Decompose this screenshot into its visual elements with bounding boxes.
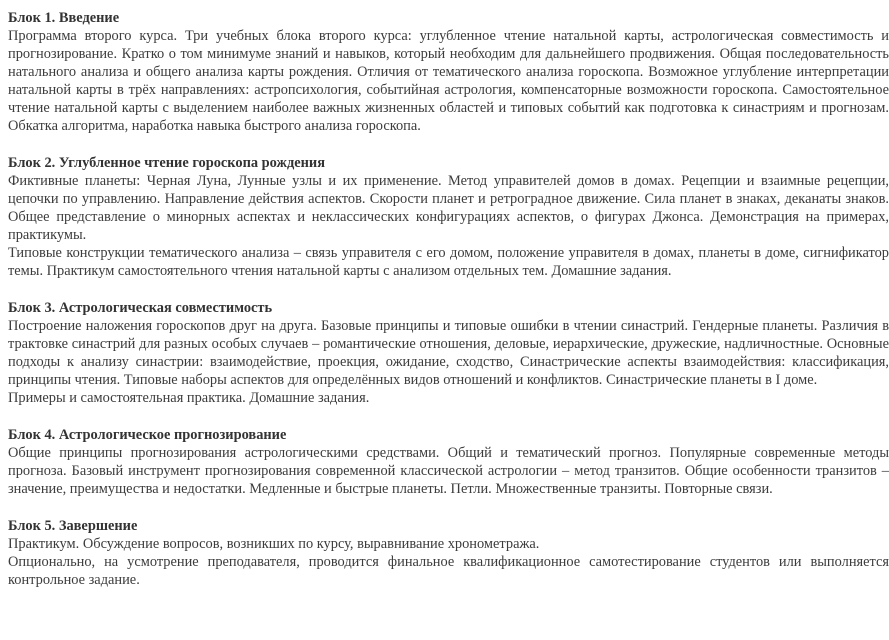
block-3-compatibility (8, 299, 889, 407)
block-4-title: Блок 4. Астрологическое прогнозирование (8, 427, 287, 443)
block-1-title: Блок 1. Введение (8, 10, 120, 26)
block-2-paragraph-2: Типовые конструкции тематического анализа – связь управителя с его домом, положение управителя в домах, планеты в доме, сигнификатор темы. Практикум самостоятельного чтения натальной карты с анализом отдельных тем. Домашние задания. (8, 245, 889, 279)
block-2-paragraph-1: Фиктивные планеты: Черная Луна, Лунные узлы и их применение. Метод управителей домов в домах. Рецепции и взаимные рецепции, цепочки по управлению. Направление действия аспектов. Скорости планет и ретроградное движение. Сила планет в знаках, деканаты знаков. Общее представление о минорных аспектах и неклассических конфигурациях аспектов, о фигурах Джонса. Демонстрация на примерах, практикумы. (8, 173, 889, 243)
block-4-forecasting (8, 426, 889, 498)
block-3-paragraph-1: Построение наложения гороскопов друг на друга. Базовые принципы и типовые ошибки в чтении синастрий. Гендерные планеты. Различия в трактовке синастрий для разных особых случаев – романтические отношения, деловые, иерархические, дружеские, надличностные. Основные подходы к анализу синастрии: взаимодействие, проекция, ожидание, сходство, Синастрические аспекты взаимодействия: классификация, принципы чтения. Типовые наборы аспектов для определённых видов отношений и конфликтов. Синастрические планеты в I доме. (8, 318, 889, 388)
block-5-title: Блок 5. Завершение (8, 518, 138, 534)
block-5-paragraph-1: Практикум. Обсуждение вопросов, возникших по курсу, выравнивание хронометража. (8, 536, 540, 552)
block-2-title: Блок 2. Углубленное чтение гороскопа рождения (8, 155, 325, 171)
block-1-paragraph-1: Программа второго курса. Три учебных блока второго курса: углубленное чтение натальной карты, астрологическая совместимость и прогнозирование. Кратко о том минимуме знаний и навыков, который необходим для дальнейшего продвижения. Общая последовательность натального анализа и общего анализа карты рождения. Отличия от тематического анализа гороскопа. Возможное углубление интерпретации натальной карты в трёх направлениях: астропсихология, событийная астрология, компенсаторные возможности гороскопа. Самостоятельное чтение натальной карты с выделением наиболее важных жизненных областей и типовых событий как подготовка к синастриям и прогнозам. Обкатка алгоритма, наработка навыка быстрого анализа гороскопа. (8, 28, 889, 134)
block-2-natal-reading (8, 154, 889, 280)
block-3-title: Блок 3. Астрологическая совместимость (8, 300, 273, 316)
block-5-conclusion (8, 517, 889, 589)
block-1-introduction (8, 9, 889, 135)
block-3-paragraph-2: Примеры и самостоятельная практика. Домашние задания. (8, 390, 370, 406)
block-5-paragraph-2: Опционально, на усмотрение преподавателя, проводится финальное квалификационное самотестирование студентов или выполняется контрольное задание. (8, 554, 889, 588)
block-4-paragraph-1: Общие принципы прогнозирования астрологическими средствами. Общий и тематический прогноз. Популярные современные методы прогноза. Базовый инструмент прогнозирования современной классической астрологии – метод транзитов. Общие особенности транзитов – значение, преимущества и недостатки. Медленные и быстрые планеты. Петли. Множественные транзиты. Повторные связи. (8, 445, 889, 497)
